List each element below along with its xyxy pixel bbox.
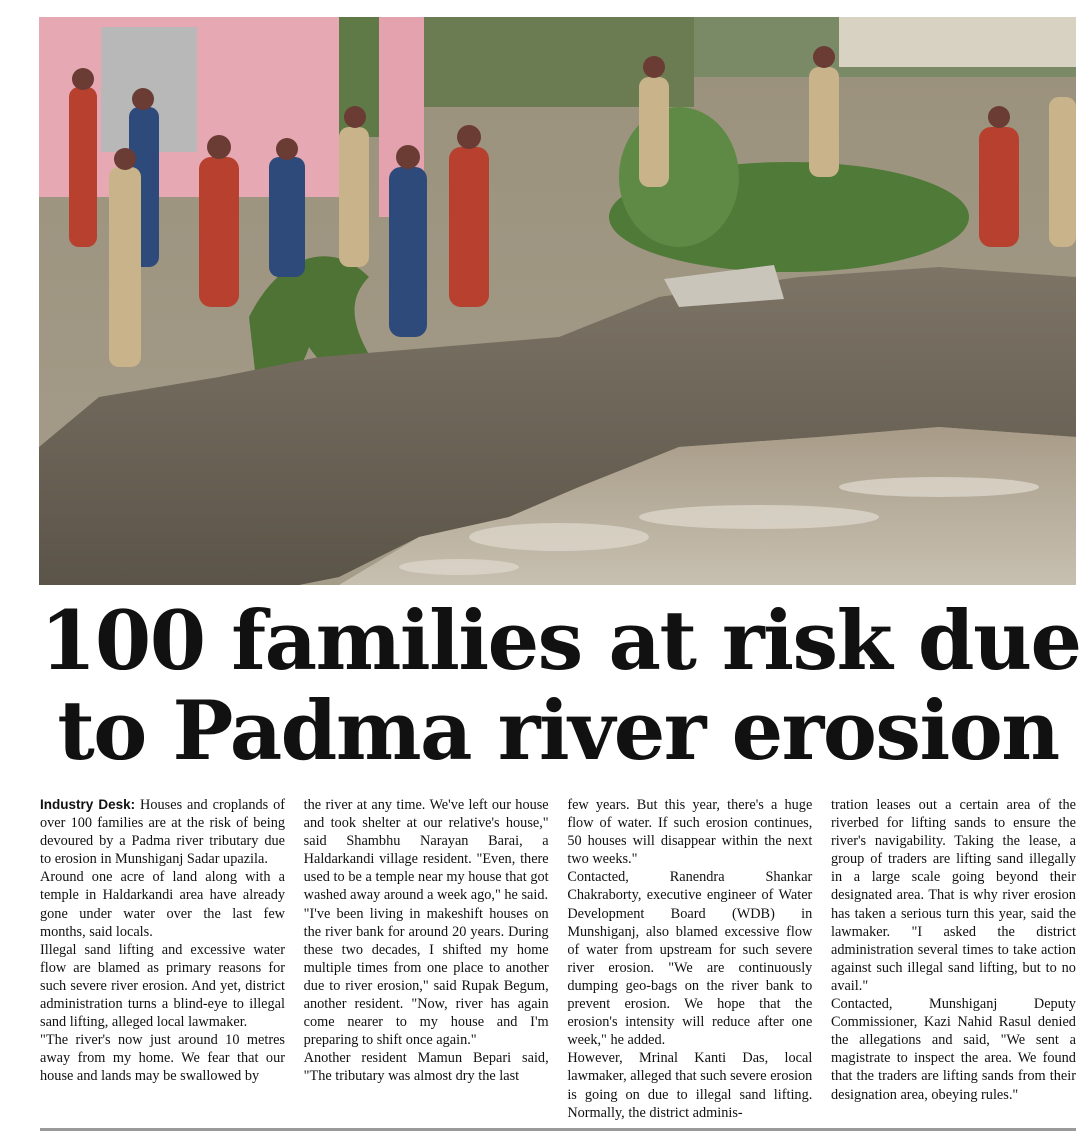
article-paragraph: Contacted, Ranendra Shankar Chakraborty, executive engineer of Water Development Board (WDB) in Munshiganj, also blamed excessive flow of water from upstream for such severe river erosion. "We are continuously dumping geo-bags on the river bank to prevent erosion. We hope that the erosion's intensity will reduce after one week," he added. xyxy=(567,869,813,1049)
article-paragraph: Around one acre of land along with a temple in Haldarkandi area have already gone under water over the last few months, said locals. xyxy=(40,869,285,940)
byline: Industry Desk: xyxy=(40,797,136,812)
article-column-2 xyxy=(304,796,549,1126)
article-text: Houses and croplands of over 100 families are at the risk of being devoured by a Padma river tributary due to erosion in Munshiganj Sadar upazila. xyxy=(40,797,286,868)
article-paragraph: Contacted, Munshiganj Deputy Commissioner, Kazi Nahid Rasul denied the allegations and said, "We sent a magistrate to inspect the area. We found that the traders are lifting sands from their designation area, obeying rules." xyxy=(830,996,1076,1103)
article-paragraph: "I've been living in makeshift houses on the river bank for around 20 years. During these two decades, I shifted my home multiple times from one place to another due to river erosion," said Rupak Begum, another resident. "Now, river has again come nearer to my house and I'm preparing to shift once again." xyxy=(303,905,549,1049)
headline-line-1: 100 families at risk due xyxy=(40,594,1081,689)
article-paragraph: "The river's now just around 10 metres away from my home. We fear that our house and lands may be swallowed by xyxy=(40,1032,285,1085)
article-paragraph: few years. But this year, there's a huge flow of water. If such erosion continues, 50 houses will disappear within the next two weeks." xyxy=(567,797,813,868)
article-body xyxy=(40,796,1076,1126)
headline xyxy=(40,594,1081,779)
news-photo xyxy=(39,17,1076,585)
article-paragraph: Another resident Mamun Bepari said, "The tributary was almost dry the last xyxy=(303,1050,549,1085)
article-column-1 xyxy=(40,796,285,1126)
article-column-3 xyxy=(567,796,812,1126)
headline-line-2: to Padma river erosion xyxy=(57,684,1059,779)
bottom-divider xyxy=(40,1128,1076,1131)
article-paragraph: tration leases out a certain area of the riverbed for lifting sands to ensure the river's navigability. Taking the lease, a group of traders are lifting sand illegally in a large scale going beyond their designated area. That is why river erosion has taken a serious turn this year, said the lawmaker. "I asked the district administration several times to take action against such illegal sand lifting, but to no avail." xyxy=(830,797,1076,994)
article-paragraph xyxy=(40,796,285,868)
article-column-4 xyxy=(831,796,1076,1126)
photo-riverbank-erosion-icon xyxy=(39,17,1076,585)
article-paragraph: However, Mrinal Kanti Das, local lawmaker, alleged that such severe erosion is going on due to illegal sand lifting. Normally, the district adminis- xyxy=(567,1050,813,1121)
article-paragraph: the river at any time. We've left our house and took shelter at our relative's house," said Shambhu Narayan Barai, a Haldarkandi village resident. "Even, there used to be a temple near my house that got washed away around a week ago," he said. xyxy=(303,797,549,904)
article-paragraph: Illegal sand lifting and excessive water flow are blamed as primary reasons for such severe river erosion. And yet, district administration turns a blind-eye to illegal sand lifting, alleged local lawmaker. xyxy=(40,941,285,1031)
